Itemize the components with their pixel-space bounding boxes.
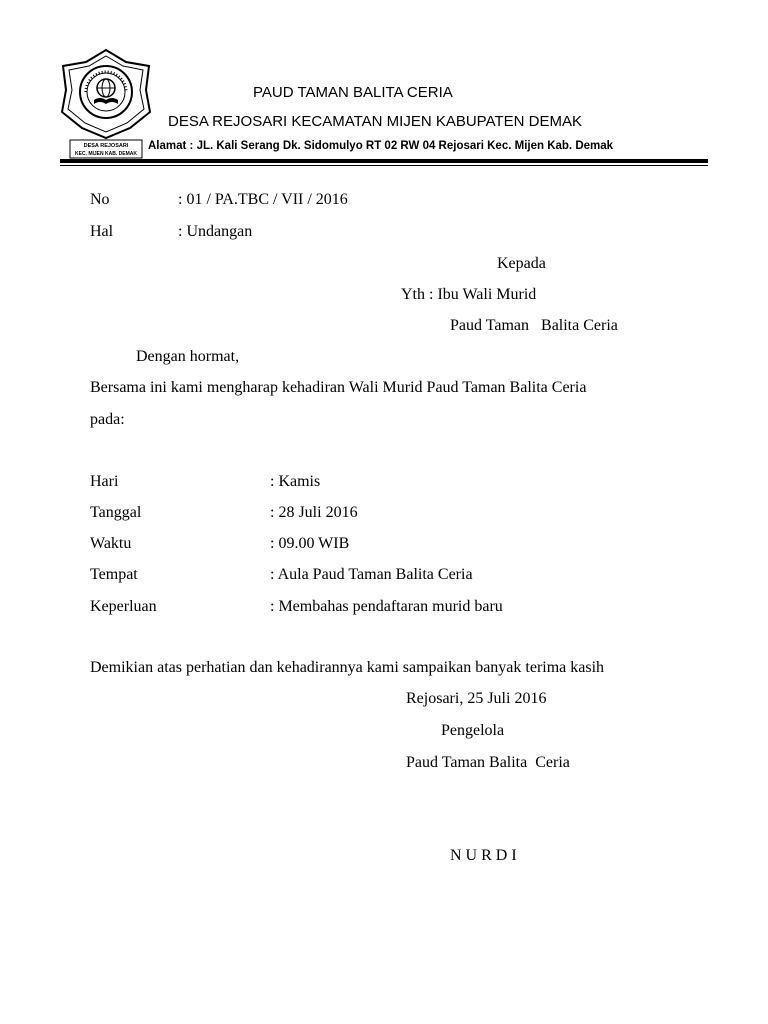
logo-banner-line2: KEC. MIJEN KAB. DEMAK [75, 151, 137, 157]
signature-org: Paud Taman Balita Ceria [406, 754, 570, 771]
detail-label-time: Waktu [90, 535, 132, 552]
detail-label-date: Tanggal [90, 504, 142, 521]
meta-value-subject: : Undangan [178, 223, 253, 240]
letterhead-divider-thin [60, 165, 708, 166]
letterhead-divider-thick [60, 159, 708, 163]
closing-text: Demikian atas perhatian dan kehadirannya kami sampaikan banyak terima kasih [90, 659, 605, 676]
school-logo [60, 48, 152, 160]
detail-label-place: Tempat [90, 566, 138, 583]
recipient-line1: Kepada [497, 255, 546, 272]
intro-line1: Bersama ini kami mengharap kehadiran Wali Murid Paud Taman Balita Ceria [90, 379, 587, 396]
detail-value-time: : 09.00 WIB [270, 535, 350, 552]
meta-label-number: No [90, 191, 110, 208]
greeting: Dengan hormat, [136, 348, 240, 365]
recipient-line3: Paud Taman Balita Ceria [450, 317, 618, 334]
detail-label-purpose: Keperluan [90, 598, 157, 615]
recipient-line2: Yth : Ibu Wali Murid [401, 286, 537, 303]
signature-name: N U R D I [450, 847, 517, 864]
detail-value-place: : Aula Paud Taman Balita Ceria [270, 566, 473, 583]
detail-value-date: : 28 Juli 2016 [270, 504, 358, 521]
org-address: Alamat : JL. Kali Serang Dk. Sidomulyo RT 02 RW 04 Rejosari Kec. Mijen Kab. Demak [148, 140, 614, 152]
meta-value-number: : 01 / PA.TBC / VII / 2016 [178, 191, 348, 208]
logo-banner-line1: DESA REJOSARI [83, 143, 129, 149]
intro-line2: pada: [90, 411, 125, 428]
signature-role: Pengelola [441, 722, 505, 739]
meta-label-subject: Hal [90, 223, 114, 240]
signature-place-date: Rejosari, 25 Juli 2016 [406, 690, 547, 707]
org-region: DESA REJOSARI KECAMATAN MIJEN KABUPATEN DEMAK [168, 113, 582, 130]
detail-value-purpose: : Membahas pendaftaran murid baru [270, 598, 503, 615]
detail-label-day: Hari [90, 473, 119, 490]
detail-value-day: : Kamis [270, 473, 321, 490]
org-name: PAUD TAMAN BALITA CERIA [253, 84, 453, 101]
